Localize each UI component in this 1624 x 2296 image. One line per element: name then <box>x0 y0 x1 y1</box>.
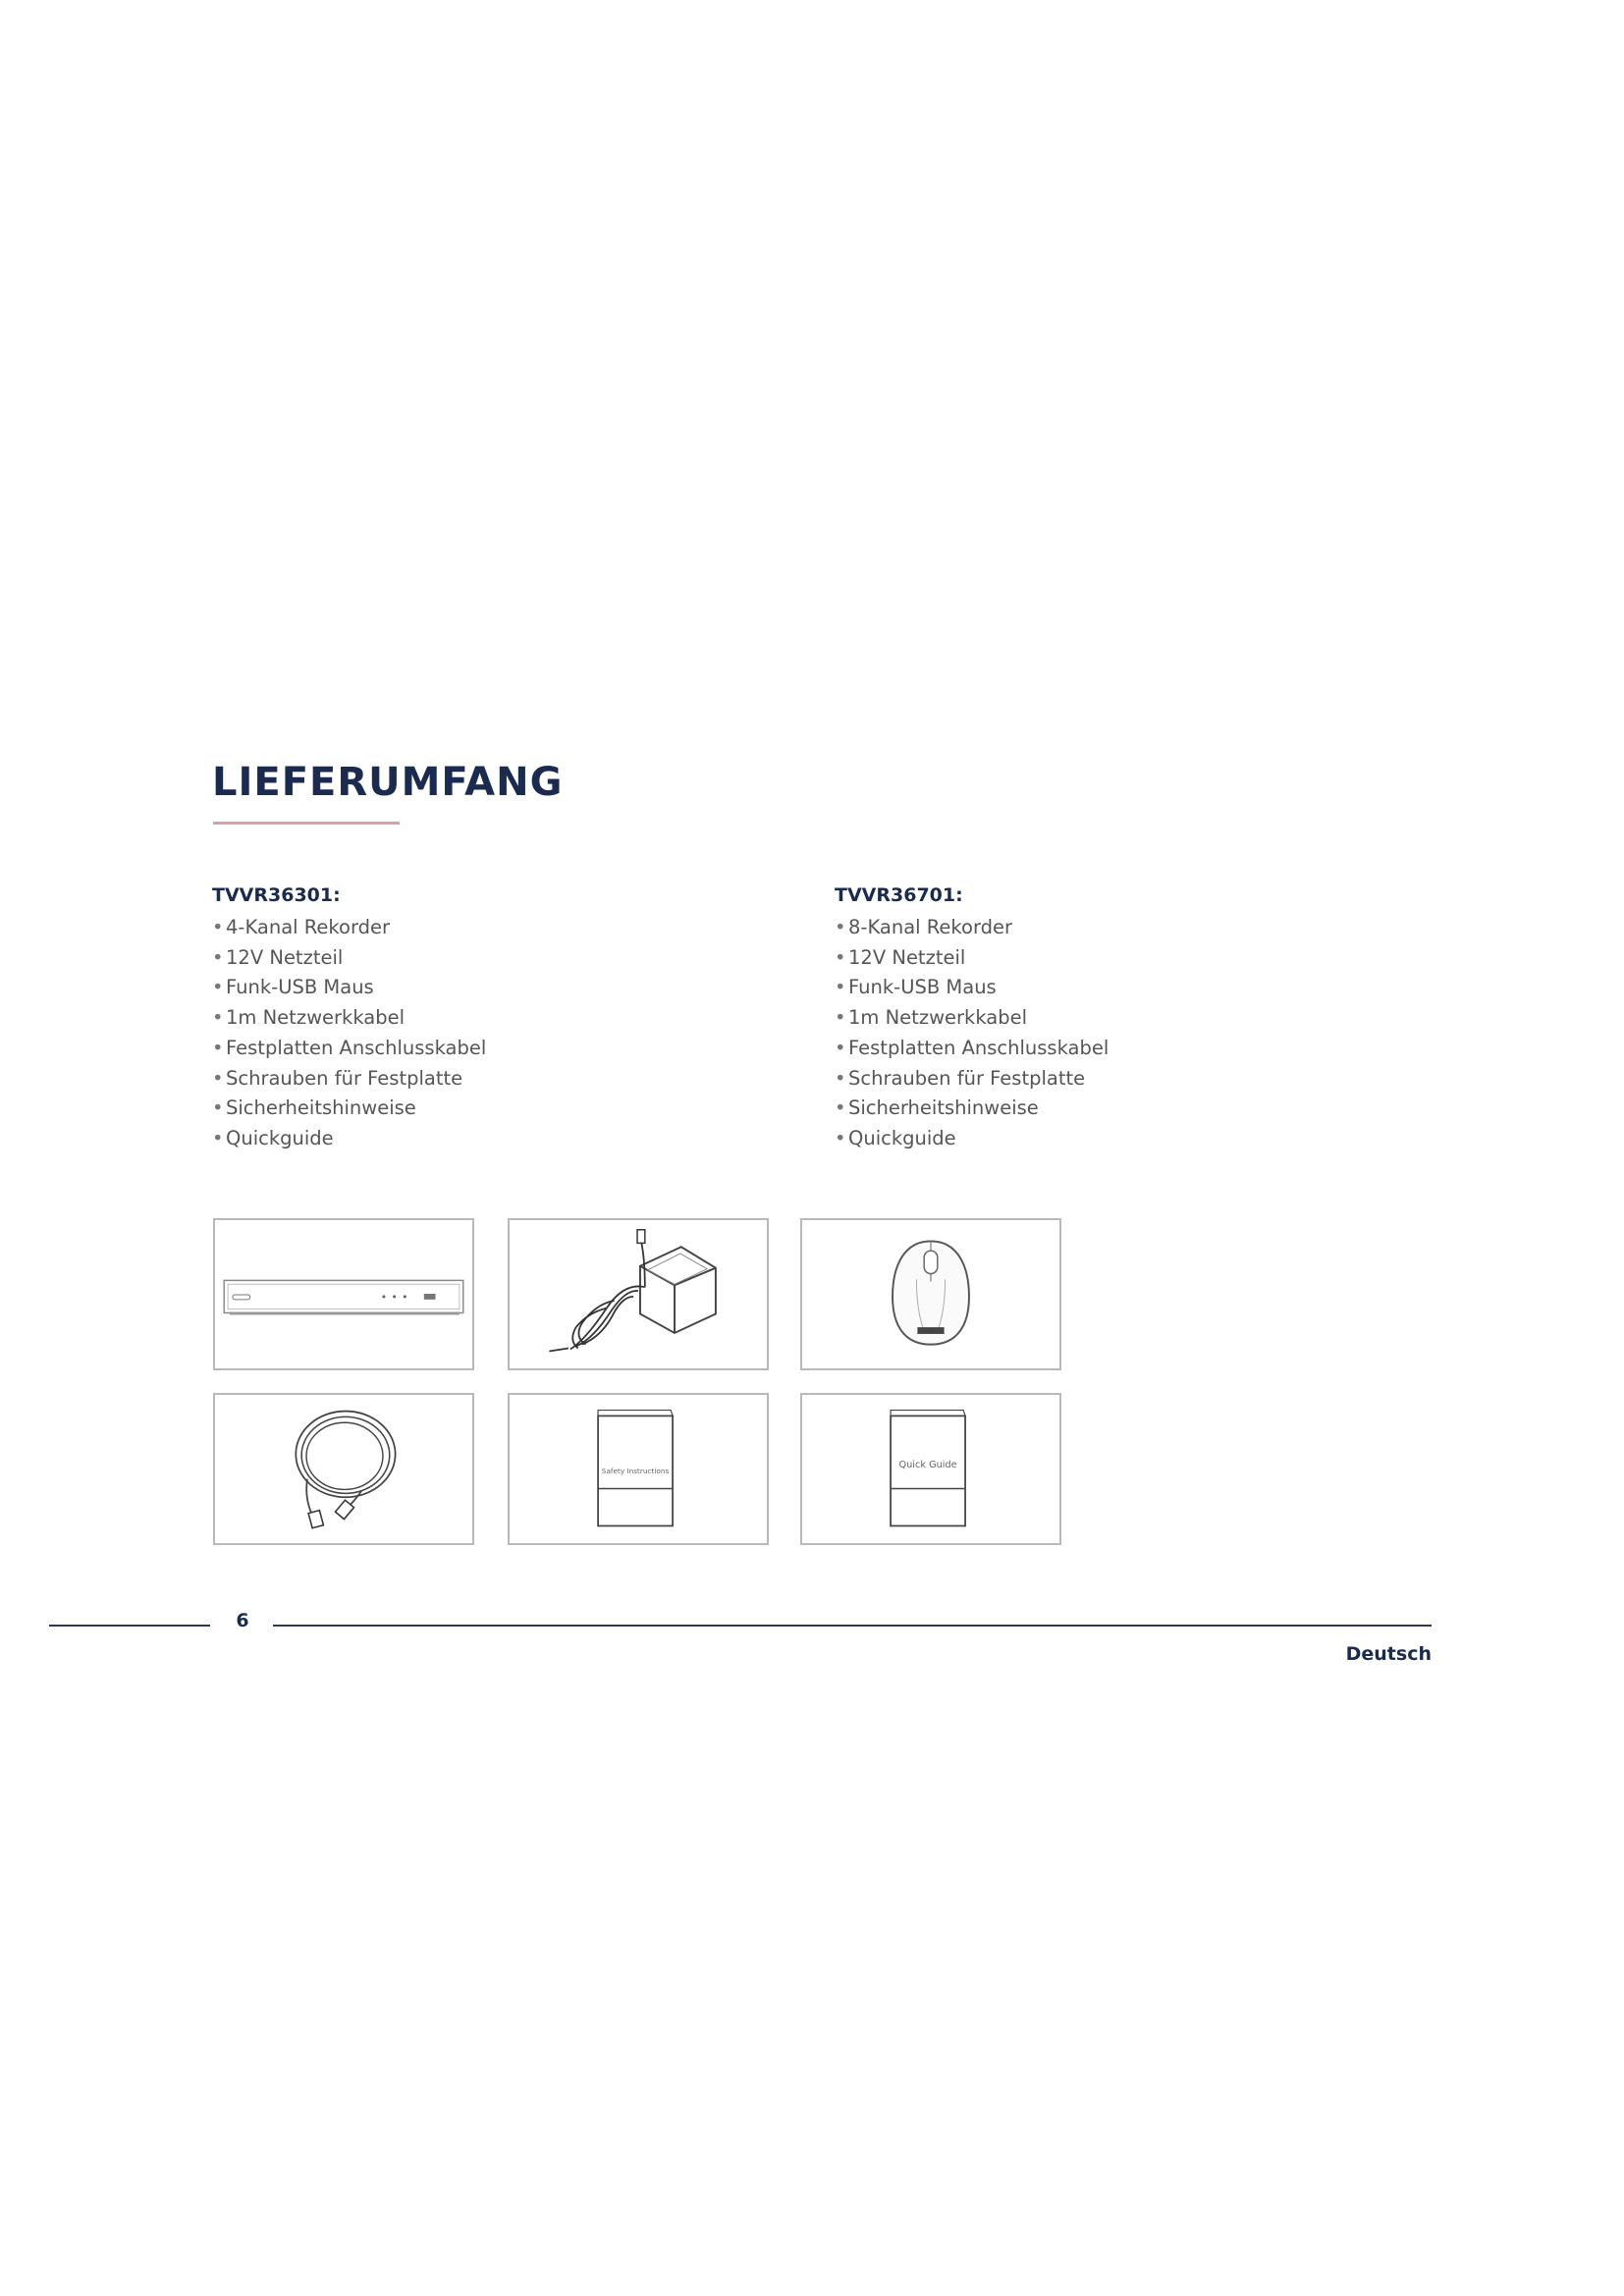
list-item: • Schrauben für Festplatte <box>835 1066 1086 1090</box>
list-item: • 4-Kanal Rekorder <box>212 916 391 938</box>
model-column-right <box>835 881 1109 1154</box>
footer-divider-left <box>49 1625 210 1627</box>
list-item: • Festplatten Anschlusskabel <box>212 1036 487 1059</box>
page-title: LIEFERUMFANG <box>212 760 564 805</box>
list-item: • Sicherheitshinweise <box>835 1096 1039 1120</box>
list-item: • 12V Netzteil <box>835 945 966 969</box>
booklet-cover-text: Quick Guide <box>898 1460 957 1471</box>
mouse-icon <box>802 1220 1059 1368</box>
mouse-illustration-frame <box>800 1218 1061 1370</box>
list-item: • 8-Kanal Rekorder <box>835 916 1013 938</box>
power-adapter-illustration-frame <box>508 1218 769 1370</box>
recorder-illustration-frame <box>213 1218 474 1370</box>
list-item: • Funk-USB Maus <box>212 976 374 999</box>
booklet-icon <box>802 1395 1059 1543</box>
list-item: • Schrauben für Festplatte <box>212 1066 463 1090</box>
list-item: • Festplatten Anschlusskabel <box>835 1036 1110 1059</box>
list-item: • 1m Netzwerkkabel <box>835 1006 1028 1030</box>
network-cable-icon <box>215 1395 472 1543</box>
booklet-cover-text: Safety Instructions <box>601 1466 670 1475</box>
network-cable-illustration-frame <box>213 1393 474 1545</box>
list-item: • Sicherheitshinweise <box>212 1096 416 1120</box>
contents-list <box>835 913 1109 1154</box>
power-adapter-icon <box>510 1220 767 1368</box>
title-underline <box>213 822 400 825</box>
list-item: • Quickguide <box>212 1126 334 1149</box>
list-item: • Funk-USB Maus <box>835 976 997 999</box>
booklet-icon <box>510 1395 767 1543</box>
quickguide-booklet-illustration-frame <box>800 1393 1061 1545</box>
page-number: 6 <box>236 1610 249 1631</box>
language-label: Deutsch <box>1345 1643 1432 1665</box>
recorder-icon <box>215 1220 472 1368</box>
contents-list <box>212 913 486 1154</box>
model-heading: TVVR36301: <box>212 884 341 906</box>
footer-divider-right <box>273 1625 1432 1627</box>
model-column-left <box>212 881 486 1154</box>
safety-booklet-illustration-frame <box>508 1393 769 1545</box>
list-item: • Quickguide <box>835 1126 956 1149</box>
list-item: • 1m Netzwerkkabel <box>212 1006 406 1030</box>
model-heading: TVVR36701: <box>835 884 963 906</box>
list-item: • 12V Netzteil <box>212 945 344 969</box>
